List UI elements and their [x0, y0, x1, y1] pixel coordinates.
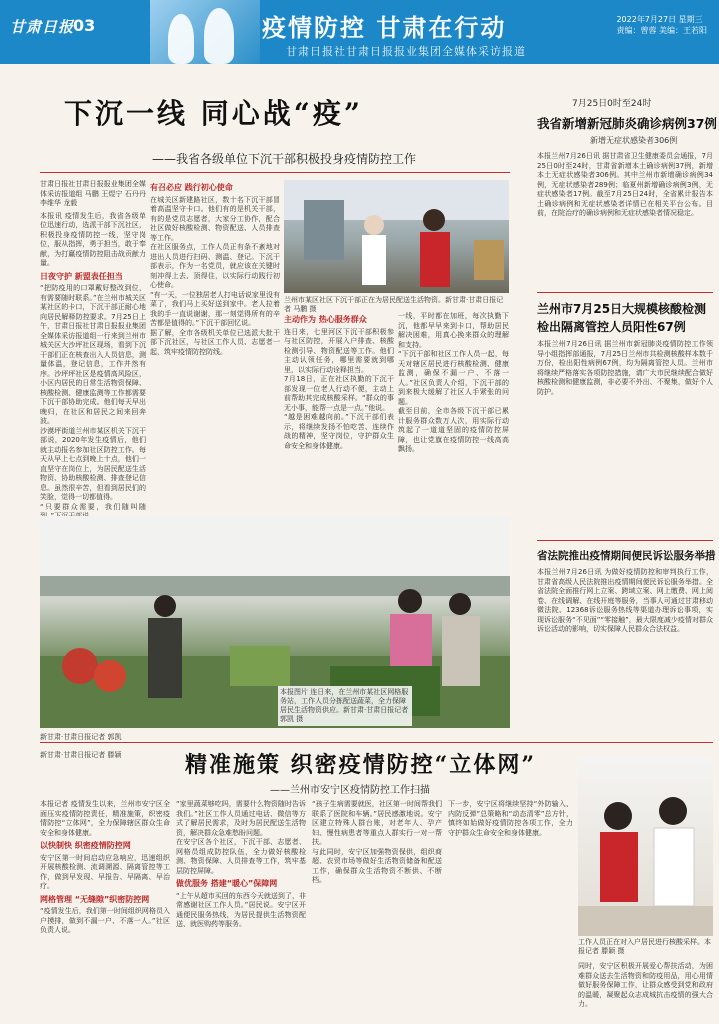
bottom-photo [578, 756, 713, 936]
bottom-photo-drawing [578, 756, 713, 936]
paragraph: “把防疫用的口罩戴好整改到位，有需要随时联系。”在兰州市城关区某社区的卡口，下沉干部正耐心地向居民解释防控要求。7月25日上午，甘肃日报社甘肃日报报业集团全媒体采访报道组一行来到兰州市城关区大沙坪社区现场，看到下沉干部们正在核查出入人员信息，测量体温，登记信息，工作井然有序。沙坪坪社区是疫情高风险区，小区内居民的日常生活物资保障、核酸检测、健康监测等工作都需要下沉干部协助完成。他们每天早出晚归，在社区和居民之间来回奔波。 [40, 284, 146, 425]
bottom-subheadline: ——兰州市安宁区疫情防控工作扫描 [270, 785, 430, 796]
issue-meta [616, 14, 707, 36]
paragraph: 本报兰州7月26日讯 为做好疫情防控和审判执行工作，甘肃省高级人民法院推出疫情期间便民诉讼服务举措。全省法院全面推行网上立案、跨域立案、网上缴费、网上阅卷、在线调解、在线开庭等服务，当事人可通过甘肃移动微法院、12368诉讼服务热线等渠道办理诉讼事项，实现诉讼服务“不见面”“零接触”，最大限度减少疫情对群众诉讼活动的影响，切实保障人民群众合法权益。 [537, 568, 713, 633]
bottom-column-4 [448, 800, 573, 1020]
divider [537, 540, 713, 541]
paragraph: “上午从超市买回的东西今天就送到了，非常感谢社区工作人员。”居民说。安宁区开通便民服务热线，为居民提供生活物资配送、就医购药等服务。 [176, 891, 306, 928]
paragraph: “下沉干部和社区工作人员一起，每天对辖区居民进行核酸检测、健康监测，确保不漏一户、不落一人。”社区负责人介绍，下沉干部的到来极大缓解了社区人手紧张的问题。 [398, 350, 509, 406]
lead-column-1 [40, 180, 146, 510]
lead-photo-1-caption: 兰州市某区社区下沉干部正在为居民配送生活物资。新甘肃·甘肃日报记者 马鹏 摄 [284, 296, 504, 313]
lead-photo-1 [284, 180, 509, 293]
paragraph: 连日来，七里河区下沉干部积极参与社区防控，开展入户排查、核酸检测引导、物资配送等工作。他们主动认领任务，哪里需要就到哪里，以实际行动诠释担当。 [284, 327, 394, 374]
paragraph: 与此同时，安宁区加强物资保供，组织商超、农贸市场等做好生活物资储备和配送工作，确保群众生活物资不断供、不断档。 [312, 847, 442, 884]
paragraph: 本报兰州7月26日讯 据甘肃省卫生健康委员会通报，7月25日0时至24时，甘肃省新增本土确诊病例37例，新增本土无症状感染者306例。其中兰州市新增确诊病例34例，无症状感染者289例；临夏州新增确诊病例3例，无症状感染者17例。截至7月25日24时，全省累计报告本土确诊病例和无症状感染者详情已在相关平台公布。目前，在院治疗的确诊病例和无症状感染者情况稳定。 [537, 152, 713, 217]
bottom-column-5 [578, 962, 713, 1020]
divider [40, 172, 510, 173]
lead-photo-2-caption: 本报图片 连日来，在兰州市某社区网格服务站，工作人员分拣配送蔬菜，全力保障居民生活物资供应。新甘肃·甘肃日报记者 郭凯 摄 [278, 686, 412, 726]
masthead-photo [150, 0, 260, 64]
issue-editors: 责编：曾蓉 美编：王若阳 [616, 26, 707, 35]
paragraph: 本报记者 疫情发生以来，兰州市安宁区全面压实疫情防控责任，精准施策，织密疫情防控“立体网”，全力保障辖区群众生命安全和身体健康。 [40, 800, 170, 837]
lead-byline: 甘肃日报社甘肃日报报业集团全媒体采访报道组 马鹏 王煜宁 石丹丹 李维华 龙毅 [40, 180, 146, 207]
paragraph: 本报讯 疫情发生后，我省各级单位迅速行动，选派干部下沉社区，积极投身疫情防控一线，坚守岗位，服从指挥，勇于担当，敢于奉献，为打赢疫情防控阻击战贡献力量。 [40, 211, 146, 267]
paragraph: 一线，平时都在加班，每次执勤下沉，他都早早来到卡口，帮助居民解决困难，用真心换来群众的理解和支持。 [398, 312, 509, 349]
page-number: 03 [73, 16, 96, 35]
section-subtitle: 甘肃日报社甘肃日报报业集团全媒体采访报道 [286, 45, 526, 58]
bottom-byline: 新甘肃·甘肃日报记者 滕颖 [40, 751, 122, 759]
paragraph: 在社区服务点，工作人员正有条不紊地对进出人员进行扫码、测温、登记。下沉干部表示，作为一名党员，就应该在关键时刻冲得上去、顶得住，以实际行动践行初心使命。 [150, 243, 280, 289]
lead-photo-2 [40, 516, 510, 728]
paragraph: 据了解，全市各级机关单位已选派大批干部下沉社区，与社区工作人员、志愿者一起，筑牢疫情防控防线。 [150, 328, 280, 356]
case-report-headline: 我省新增新冠肺炎确诊病例37例 [537, 116, 717, 131]
section-heading: 以快制快 织密疫情防控网 [40, 841, 131, 850]
lead-column-4 [398, 312, 509, 510]
paragraph: 安宁区第一时间启动应急响应，迅速组织开展核酸检测、流调溯源、隔离管控等工作，做到早发现、早报告、早隔离、早治疗。 [40, 853, 170, 890]
paragraph: “越是困难越向前。”下沉干部们表示，将继续发扬不怕吃苦、连续作战的精神，坚守岗位，守护群众生命安全和身体健康。 [284, 413, 394, 450]
lead-column-3 [284, 312, 394, 510]
paragraph: 同时，安宁区积极开展爱心帮扶活动，为困难群众送去生活物资和防疫用品，用心用情做好服务保障工作，让群众感受到党和政府的温暖，凝聚起众志成城抗击疫情的强大合力。 [578, 962, 713, 1008]
lanzhou-report-headline-2: 检出隔离管控人员阳性67例 [537, 320, 686, 334]
paragraph: 下一步，安宁区将继续坚持“外防输入、内防反弹”总策略和“动态清零”总方针，慎终如始做好疫情防控各项工作，全力守护群众生命安全和身体健康。 [448, 800, 573, 837]
case-report-subhead: 新增无症状感染者306例 [590, 136, 678, 145]
page-header [0, 0, 719, 64]
paragraph: “疫情发生后，我们第一时间组织网格员入户摸排，做到不漏一户、不落一人。”社区负责人说。 [40, 907, 170, 934]
lead-headline: 下沉一线 同心战“疫” [64, 97, 363, 130]
section-heading: 有召必应 践行初心使命 [150, 183, 233, 192]
bottom-headline: 精准施策 织密疫情防控“立体网” [185, 752, 536, 778]
paragraph: “只要群众需要，我们随叫随 [40, 502, 146, 511]
lanzhou-report-body [537, 340, 713, 530]
bottom-photo-caption: 工作人员正在对入户居民进行核酸采样。本报记者 滕颖 摄 [578, 938, 711, 955]
lanzhou-report-headline-1: 兰州市7月25日大规模核酸检测 [537, 302, 707, 316]
section-heading: 做优服务 搭建“暖心”保障网 [176, 879, 278, 888]
paragraph: 沙漠坪街道兰州市某区机关下沉干部说，2020年发生疫情后，他们就主动报名参加社区防控工作。每天从早上七点到晚上十点，他们一直坚守在岗位上，为居民配送生活物资、协助核酸检测、排查登记信息。虽然很辛苦，但看到居民们的笑脸，觉得一切都值得。 [40, 426, 146, 501]
section-heading: 网格管理 “无缝隙”织密防控网 [40, 894, 150, 904]
case-report-body [537, 152, 713, 290]
lead-subheadline: ——我省各级单位下沉干部积极投身疫情防控工作 [152, 152, 417, 166]
section-title: 疫情防控 甘肃在行动 [262, 14, 507, 42]
issue-date: 2022年7月27日 星期三 [616, 15, 703, 24]
paragraph: “家里蔬菜够吃吗，需要什么物资随时告诉我们。”社区工作人员通过电话、微信等方式了解居民需求，及时为居民配送生活物资，解决群众急难愁盼问题。 [176, 800, 306, 837]
divider [537, 292, 713, 293]
court-report-body [537, 568, 713, 738]
lead-photo-2-byline: 新甘肃·甘肃日报记者 郭凯 [40, 733, 122, 741]
lead-photo-2-drawing [40, 516, 510, 728]
lead-photo-1-drawing [284, 180, 509, 293]
paragraph: 在安宁区各个社区，下沉干部、志愿者、网格员组成防控队伍，全力做好核酸检测、物资保障、人员排查等工作，筑牢基层防控屏障。 [176, 838, 306, 875]
section-heading: 主动作为 热心服务群众 [284, 315, 367, 324]
lead-column-2 [150, 180, 280, 510]
paragraph: “孩子生病需要就医，社区第一时间帮我们联系了医院和车辆。”居民感激地说。安宁区建立特殊人群台账，对老年人、孕产妇、慢性病患者等重点人群实行一对一帮扶。 [312, 800, 442, 846]
bottom-column-3 [312, 800, 442, 1020]
paragraph: 7月18日，正在社区执勤的下沉干部发现一位老人行动不便，主动上前帮助其完成核酸采样。“群众的事无小事，能帮一点是一点。”他说。 [284, 375, 394, 412]
case-report-date: 7月25日0时至24时 [572, 99, 652, 109]
paragraph: 在城关区新建路社区，数十名下沉干部冒着高温坚守卡口。他们有的是机关干部，有的是党员志愿者，大家分工协作，配合社区做好核酸检测、物资配送、人员排查等工作。 [150, 195, 280, 242]
newspaper-logo: 甘肃日报 [10, 18, 75, 36]
paragraph: 截至目前，全市各级下沉干部已累计服务群众数万人次，用实际行动筑起了一道道坚固的疫情防控屏障，也让党旗在疫情防控一线高高飘扬。 [398, 407, 509, 453]
paragraph: “有一天，一位独居老人打电话说家里没有菜了，我们马上买好送到家中。老人拉着我的手一直说谢谢，那一刻觉得所有的辛苦都是值得的。”下沉干部回忆说。 [150, 290, 280, 327]
divider [40, 742, 713, 743]
paragraph: 本报兰州7月26日讯 据兰州市新冠肺炎疫情防控工作领导小组指挥部通报，7月25日兰州市共检测核酸样本数千万份，检出阳性病例67例，均为隔离管控人员。兰州市将继续严格落实各项防控措施，请广大市民继续配合做好核酸检测和健康监测，非必要不外出、不聚集，做好个人防护。 [537, 340, 713, 396]
bottom-column-2 [176, 800, 306, 1020]
bottom-column-1 [40, 800, 170, 1020]
court-report-headline: 省法院推出疫情期间便民诉讼服务举措 [537, 550, 716, 562]
section-heading: 日夜守护 新盟表任担当 [40, 271, 123, 281]
